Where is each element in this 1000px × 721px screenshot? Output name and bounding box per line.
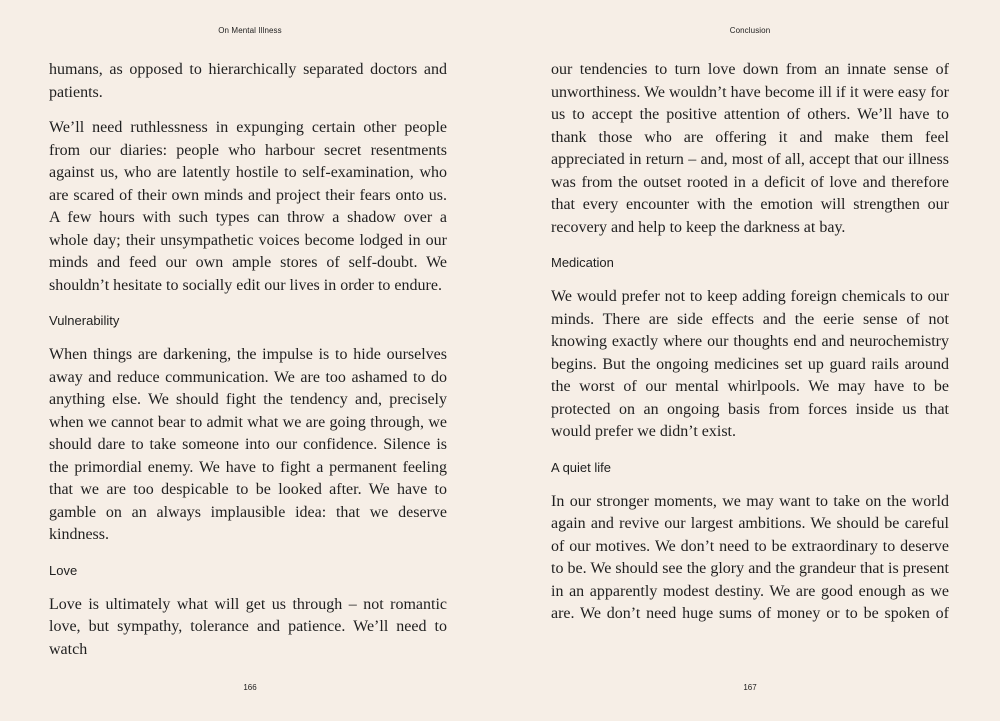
section-heading: Vulnerability xyxy=(49,313,120,328)
right-page xyxy=(500,0,1000,721)
section-heading: Love xyxy=(49,562,78,578)
paragraph: Love is ultimately what will get us through – not romantic love, but sympathy, tolerance and patience. We’ll need to watch xyxy=(49,595,447,658)
section-heading: Medication xyxy=(551,255,614,270)
running-head: Conclusion xyxy=(729,26,771,35)
paragraph: In our stronger moments, we may want to take on the world again and revive our largest ambitions. We should be careful of our motives. We don’t need to be extraordinary to deserve to be. We should see the glory and the grandeur that is present in an apparently modest destiny. We are good enough as we are. We don’t need huge sums of money or to be spoken of xyxy=(551,492,949,622)
section-heading: A quiet life xyxy=(551,459,611,475)
paragraph: our tendencies to turn love down from an innate sense of unworthiness. We wouldn’t have become ill if it were easy for us to accept the positive attention of others. We’ll have to thank those who are offering it and make them feel appreciated in return – and, most of all, accept that our illness was from the outset rooted in a deficit of love and therefore that every encounter with the emotion will strengthen our recovery and help to keep the darkness at bay. xyxy=(551,61,949,236)
paragraph: We’ll need ruthlessness in expunging certain other people from our diaries: people who harbour secret resentments against us, who are latently hostile to self-examination, who are scared of their own minds and project their fears onto us. A few hours with such types can throw a shadow over a whole day; their unsympathetic voices become lodged in our minds and feed our own ample stores of self-doubt. We shouldn’t hesitate to socially edit our lives in order to endure. xyxy=(49,119,447,294)
body-text xyxy=(49,59,447,674)
paragraph: We would prefer not to keep adding foreign chemicals to our minds. There are side effects and the eerie sense of not knowing exactly where our thoughts end and neurochemistry begins. But the ongoing medicines set up guard rails around the worst of our mental whirlpools. We may have to be protected on an ongoing basis from forces inside us that would prefer we didn’t exist. xyxy=(551,288,949,440)
paragraph: When things are darkening, the impulse is to hide ourselves away and reduce communication. We are too ashamed to do anything else. We should fight the tendency and, precisely when we cannot bear to admit what we are going through, we should dare to take someone into our confidence. Silence is the primordial enemy. We have to fight a permanent feeling that we are too despicable to be looked after. We have to gamble on an always implausible idea: that we deserve kindness. xyxy=(49,346,447,543)
page-number: 167 xyxy=(743,683,757,692)
paragraph: humans, as opposed to hierarchically separated doctors and patients. xyxy=(49,61,447,101)
running-head: On Mental Illness xyxy=(218,26,282,35)
body-text xyxy=(551,59,949,639)
page-number: 166 xyxy=(243,683,257,692)
